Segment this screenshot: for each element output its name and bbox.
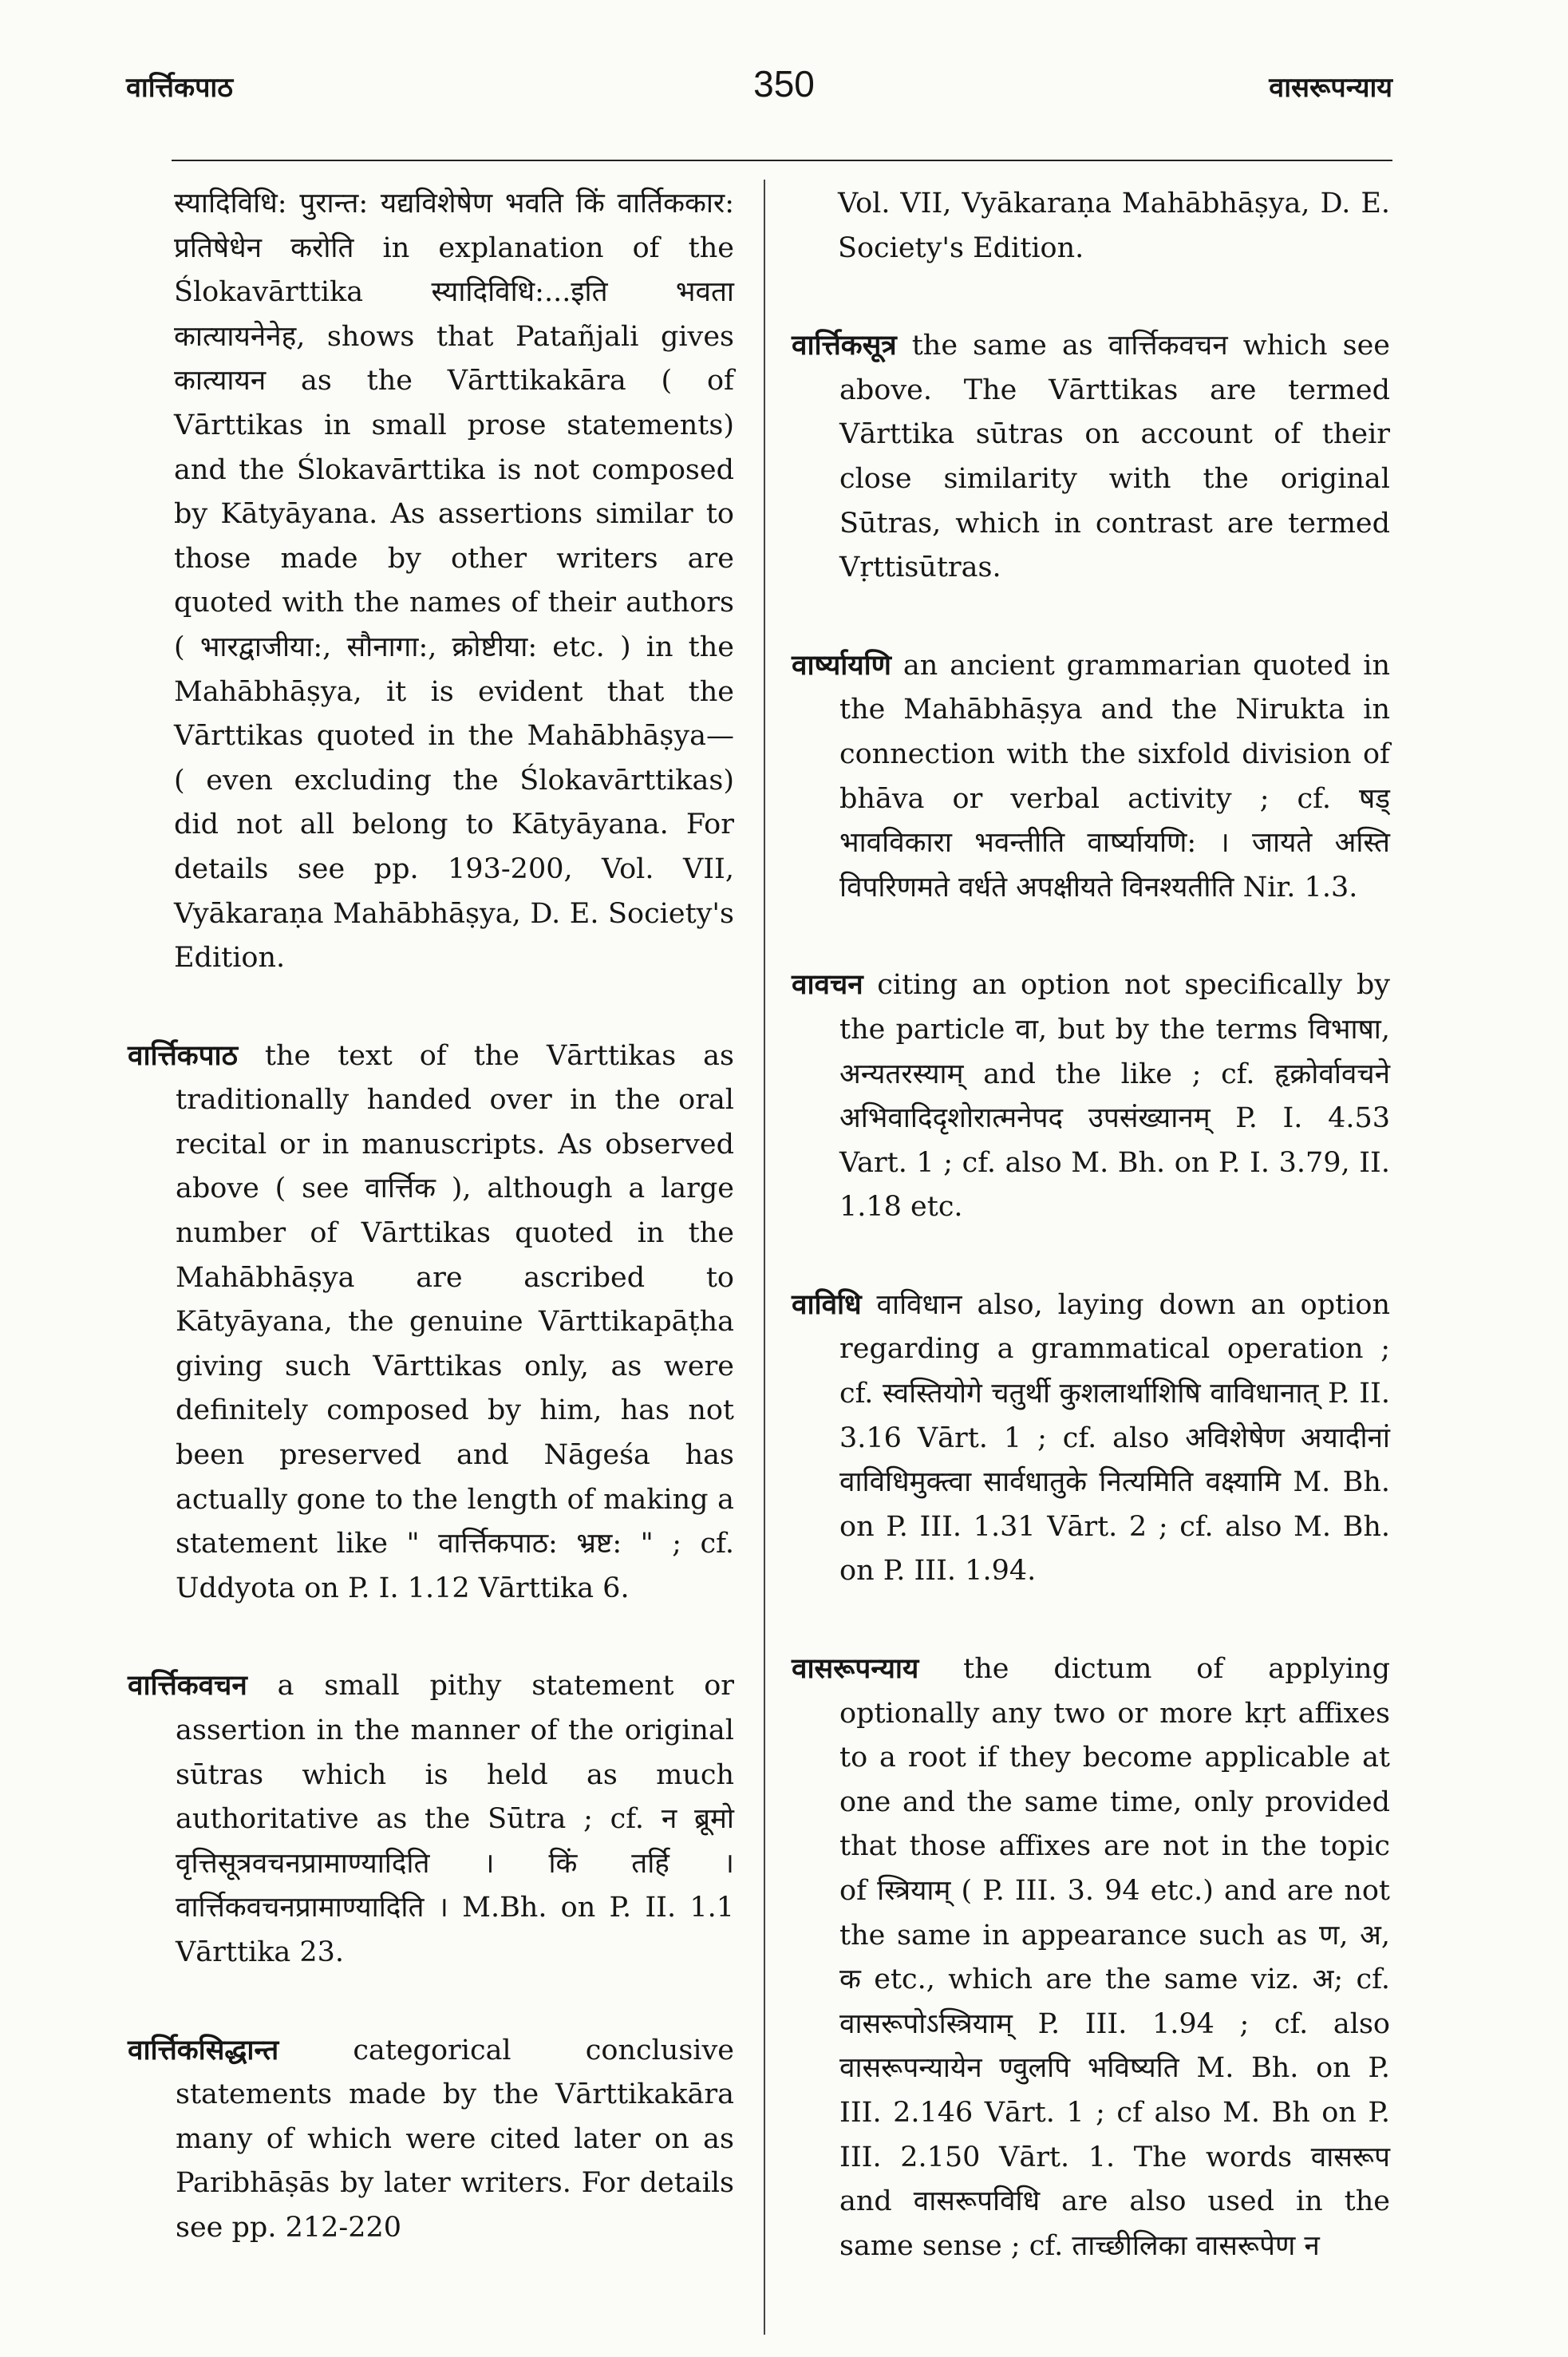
entry-definition: an ancient grammarian quoted in the Mahābhāṣya and the Nirukta in connection with the sixfold division of bhāva or verbal activity ; cf. षड् भावविकारा भवन्तीति वार्ष्यायणि: । जायते अस्ति विपरिणमते वर्धते अपक्षीयते विनश्यतीति Nir. 1.3. xyxy=(839,649,1390,904)
column-divider xyxy=(764,180,765,2335)
continuation-text-left: स्यादिविधि: पुरान्त: यद्यविशेषेण भवति किं वार्तिककार: प्रतिषेधेन करोति in explanation of the Ślokavārttika स्यादिविधि:...इति भवता कात्यायनेनेह, shows that Patañjali gives कात्यायन as the Vārttikakāra ( of Vārttikas in small prose statements) and the Ślokavārttika is not composed by Kātyāyana. As assertions similar to those made by other writers are quoted with the names of their authors ( भारद्वाजीया:, सौनागा:, क्रोष्टीया: etc. ) in the Mahābhāṣya, it is evident that the Vārttikas quoted in the Mahābhāṣya— ( even excluding the Ślokavārttikas) did not all belong to Kātyāyana. For details see pp. 193-200, Vol. VII, Vyākaraṇa Mahābhāṣya, D. E. Society's Edition. xyxy=(174,188,734,975)
entry-definition: categorical conclusive statements made by the Vārttikakāra many of which were cited later on as Paribhāṣās by later writers. For details see pp. 212-220 xyxy=(176,2034,734,2244)
entry-headword: वार्त्तिकपाठ xyxy=(128,1038,238,1072)
entry-definition: वाविधान also, laying down an option regarding a grammatical operation ; cf. स्वस्तियोगे चतुर्थी कुशलार्थाशिषि वाविधानात् P. II. 3.16 Vārt. 1 ; cf. also अविशेषेण अयादीनां वाविधिमुक्त्वा सार्वधातुके नित्यमिति वक्ष्यामि M. Bh. on P. III. 1.31 Vārt. 2 ; cf. also M. Bh. on P. III. 1.94. xyxy=(839,1288,1390,1588)
entry-headword: वार्त्तिकवचन xyxy=(128,1669,247,1702)
dictionary-entry xyxy=(792,1283,1390,1594)
dictionary-entry xyxy=(128,1034,734,1612)
page-number: 350 xyxy=(753,63,815,105)
entry-headword: वावचन xyxy=(792,968,863,1002)
entry-definition: citing an option not specifically by the particle वा, but by the terms विभाषा, अन्यतरस्याम् and the like ; cf. हृक्रोर्वावचने अभिवादिदृशोरात्मनेपद उपसंख्यानम् P. I. 4.53 Vart. 1 ; cf. also M. Bh. on P. I. 3.79, II. 1.18 etc. xyxy=(839,969,1390,1224)
dictionary-entry xyxy=(128,2028,734,2251)
entry-definition: the dictum of applying optionally any two or more kṛt affixes to a root if they become applicable at one and the same time, only provided that those affixes are not in the topic of स्त्रियाम् ( P. III. 3. 94 etc.) and are not the same in appearance such as ण, अ, क etc., which are the same viz. अ; cf. वासरूपोऽस्त्रियाम् P. III. 1.94 ; cf. also वासरूपन्यायेन ण्वुलपि भविष्यति M. Bh. on P. III. 2.146 Vārt. 1 ; cf also M. Bh on P. III. 2.150 Vārt. 1. The words वासरूप and वासरूपविधि are also used in the same sense ; cf. ताच्छीलिका वासरूपेण न xyxy=(839,1653,1390,2262)
entry-headword: वाविधि xyxy=(792,1287,862,1321)
entry-headword: वार्त्तिकसूत्र xyxy=(792,329,897,362)
continuation-text-right: Vol. VII, Vyākaraṇa Mahābhāṣya, D. E. Society's Edition. xyxy=(838,188,1390,264)
left-column xyxy=(128,182,734,2304)
entry-definition: the same as वार्त्तिकवचन which see above. The Vārttikas are termed Vārttika sūtras on account of their close similarity with the original Sūtras, which in contrast are termed Vṛttisūtras. xyxy=(839,330,1390,584)
entry-headword: वासरूपन्याय xyxy=(792,1652,919,1686)
entry-definition: a small pithy statement or assertion in the manner of the original sūtras which is held as much authoritative as the Sūtra ; cf. न ब्रूमो वृत्तिसूत्रवचनप्रामाण्यादिति । किं तर्हि । वार्त्तिकवचनप्रामाण्यादिति । M.Bh. on P. II. 1.1 Vārttika 23. xyxy=(176,1670,734,1968)
running-head-right: वासरूपन्याय xyxy=(1269,72,1392,104)
entry-headword: वार्त्तिकसिद्धान्त xyxy=(128,2033,279,2066)
right-column xyxy=(792,182,1390,2321)
running-head-left: वार्त्तिकपाठ xyxy=(126,72,233,104)
dictionary-entry xyxy=(128,1663,734,1975)
dictionary-entry xyxy=(792,643,1390,911)
dictionary-entry xyxy=(792,323,1390,591)
header-rule xyxy=(172,160,1392,161)
dictionary-entry xyxy=(792,963,1390,1230)
dictionary-entry xyxy=(792,1647,1390,2268)
entry-headword: वार्ष्यायणि xyxy=(792,648,891,682)
entry-definition: the text of the Vārttikas as traditionally handed over in the oral recital or in manuscripts. As observed above ( see वार्त्तिक ), although a large number of Vārttikas quoted in the Mahābhāṣya are ascribed to Kātyāyana, the genuine Vārttikapāṭha giving such Vārttikas only, as were definitely composed by him, has not been preserved and Nāgeśa has actually gone to the length of making a statement like " वार्त्तिकपाठ: भ्रष्ट: " ; cf. Uddyota on P. I. 1.12 Vārttika 6. xyxy=(176,1039,734,1604)
